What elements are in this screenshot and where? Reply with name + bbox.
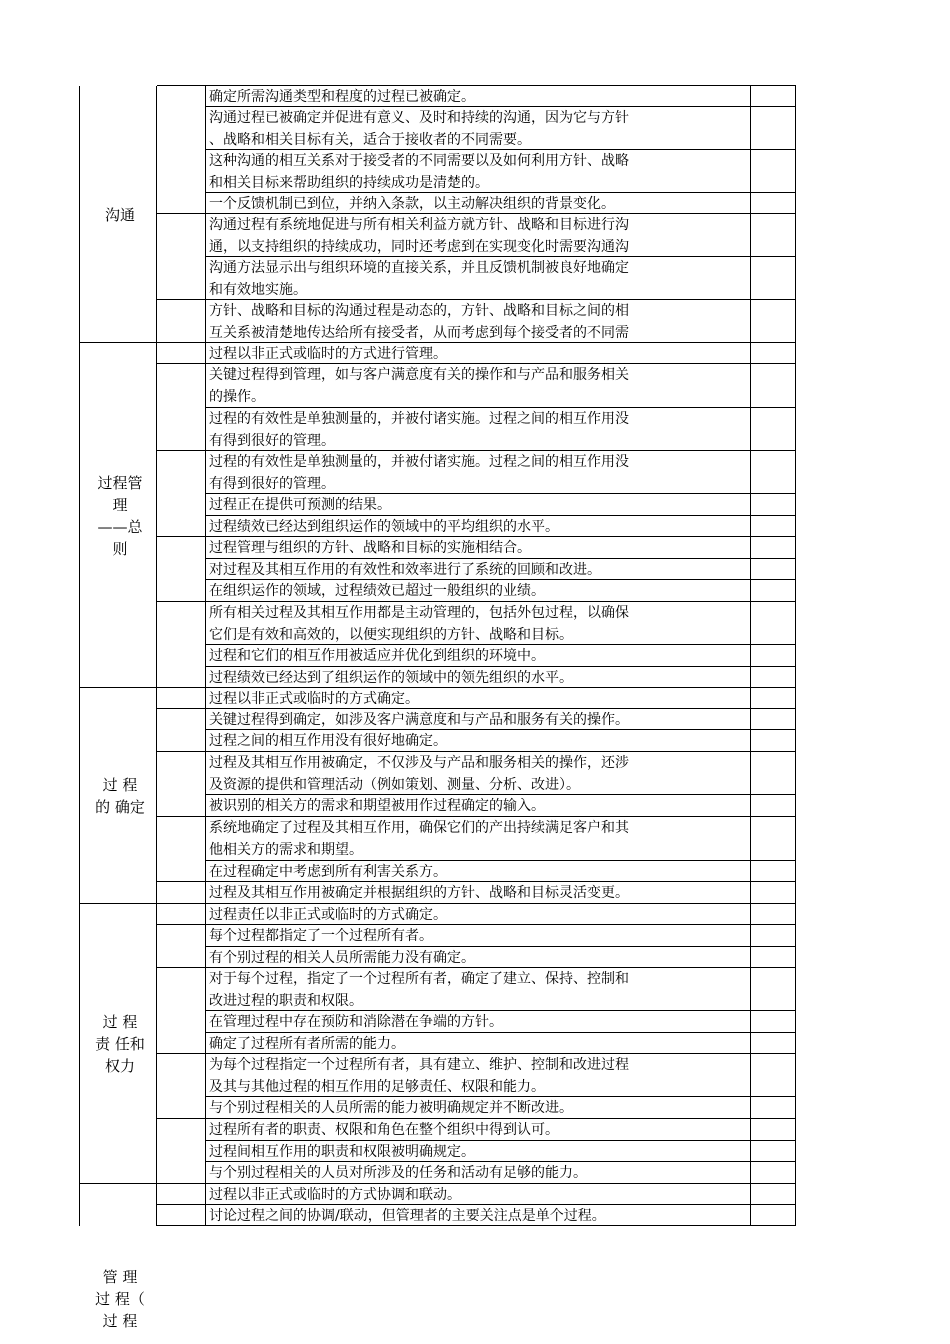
row-divider xyxy=(80,687,157,688)
criterion-text: 被识别的相关方的需求和期望被用作过程确定的输入。 xyxy=(209,798,545,814)
footer-category-label: 管 理 过 程（ 过 程 xyxy=(95,1268,145,1330)
outer-right-border xyxy=(795,86,796,1226)
criterion-text: 沟通方法显示出与组织环境的直接关系，并且反馈机制被良好地确定 和有效地实施。 xyxy=(209,260,629,298)
criterion-text: 所有相关过程及其相互作用都是主动管理的，包括外包过程，以确保 它们是有效和高效的，以便实现组织的方针、战略和目标。 xyxy=(209,605,629,643)
row-divider xyxy=(80,342,157,343)
criterion-text: 过程的有效性是单独测量的，并被付诸实施。过程之间的相互作用没 有得到很好的管理。 xyxy=(209,411,629,449)
criterion-text: 过程及其相互作用被确定，不仅涉及与产品和服务相关的操作，还涉 及资源的提供和管理活动（例如策划、测量、分析、改进）。 xyxy=(209,755,629,793)
row-divider xyxy=(157,536,206,537)
row-divider xyxy=(157,687,206,688)
row-divider xyxy=(157,450,206,451)
outer-left-border xyxy=(79,86,80,1226)
criterion-text: 沟通过程有系统地促进与所有相关利益方就方针、战略和目标进行沟 通，以支持组织的持续成功，同时还考虑到在实现变化时需要沟通沟 xyxy=(209,217,629,255)
row-divider xyxy=(157,1183,206,1184)
row-divider xyxy=(157,1118,206,1119)
criterion-text: 确定了过程所有者所需的能力。 xyxy=(209,1036,405,1052)
criterion-text: 关键过程得到管理，如与客户满意度有关的操作和与产品和服务相关 的操作。 xyxy=(209,367,629,405)
criterion-text: 过程所有者的职责、权限和角色在整个组织中得到认可。 xyxy=(209,1122,559,1138)
criterion-text: 沟通过程已被确定并促进有意义、及时和持续的沟通，因为它与方针 、战略和相关目标有关，适合于接收者的不同需要。 xyxy=(209,110,629,148)
row-divider xyxy=(157,751,206,752)
category-column-border xyxy=(156,86,157,1226)
row-divider xyxy=(80,903,157,904)
criterion-text: 过程和它们的相互作用被适应并优化到组织的环境中。 xyxy=(209,648,545,664)
criterion-text: 过程责任以非正式或临时的方式确定。 xyxy=(209,907,447,923)
row-divider xyxy=(157,1053,206,1054)
row-divider xyxy=(157,1204,206,1205)
row-divider xyxy=(157,903,206,904)
row-divider xyxy=(157,213,206,214)
criterion-text: 过程以非正式或临时的方式协调和联动。 xyxy=(209,1187,461,1203)
criterion-text: 对过程及其相互作用的有效性和效率进行了系统的回顾和改进。 xyxy=(209,562,601,578)
criterion-text: 过程绩效已经达到组织运作的领域中的平均组织的水平。 xyxy=(209,519,559,535)
row-divider xyxy=(157,967,206,968)
criterion-text: 确定所需沟通类型和程度的过程已被确定。 xyxy=(209,89,475,105)
criterion-text: 过程绩效已经达到了组织运作的领域中的领先组织的水平。 xyxy=(209,670,573,686)
row-divider xyxy=(157,299,206,300)
category-label: 过 程 责 任和 权力 xyxy=(95,1013,145,1075)
criterion-text: 过程以非正式或临时的方式进行管理。 xyxy=(209,346,447,362)
row-divider xyxy=(157,601,206,602)
criterion-text: 过程的有效性是单独测量的，并被付诸实施。过程之间的相互作用没 有得到很好的管理。 xyxy=(209,454,629,492)
row-divider xyxy=(206,1225,796,1226)
row-divider xyxy=(157,1225,206,1226)
criterion-text: 系统地确定了过程及其相互作用，确保它们的产出持续满足客户和其 他相关方的需求和期望。 xyxy=(209,820,629,858)
criterion-text: 有个别过程的相关人员所需能力没有确定。 xyxy=(209,950,475,966)
criterion-text: 在管理过程中存在预防和消除潜在争端的方针。 xyxy=(209,1014,503,1030)
row-divider xyxy=(157,881,206,882)
criterion-text: 过程及其相互作用被确定并根据组织的方针、战略和目标灵活变更。 xyxy=(209,885,629,901)
check-column-border xyxy=(750,86,751,1226)
criterion-text: 过程之间的相互作用没有很好地确定。 xyxy=(209,733,447,749)
criterion-text: 讨论过程之间的协调/联动，但管理者的主要关注点是单个过程。 xyxy=(209,1208,606,1224)
criterion-text: 为每个过程指定一个过程所有者，具有建立、维护、控制和改进过程 及其与其他过程的相互作用的足够责任、权限和能力。 xyxy=(209,1057,629,1095)
criterion-text: 在过程确定中考虑到所有利害关系方。 xyxy=(209,864,447,880)
category-label: 过程管 理 ——总 则 xyxy=(97,473,143,558)
row-divider xyxy=(157,816,206,817)
row-divider xyxy=(80,1183,157,1184)
criterion-text: 过程以非正式或临时的方式确定。 xyxy=(209,691,419,707)
row-divider xyxy=(157,363,206,364)
text-column-border xyxy=(205,86,206,1226)
criterion-text: 过程间相互作用的职责和权限被明确规定。 xyxy=(209,1144,475,1160)
criterion-text: 每个过程都指定了一个过程所有者。 xyxy=(209,928,433,944)
row-divider xyxy=(157,708,206,709)
criterion-text: 对于每个过程，指定了一个过程所有者，确定了建立、保持、控制和 改进过程的职责和权限。 xyxy=(209,971,629,1009)
criterion-text: 一个反馈机制已到位，并纳入条款，以主动解决组织的背景变化。 xyxy=(209,196,615,212)
criterion-text: 与个别过程相关的人员对所涉及的任务和活动有足够的能力。 xyxy=(209,1165,587,1181)
row-divider xyxy=(157,342,206,343)
category-label: 过 程 的 确定 xyxy=(95,776,145,816)
criterion-text: 与个别过程相关的人员所需的能力被明确规定并不断改进。 xyxy=(209,1100,573,1116)
criterion-text: 在组织运作的领域，过程绩效已超过一般组织的业绩。 xyxy=(209,583,545,599)
category-label: 沟通 xyxy=(104,205,135,224)
criterion-text: 关键过程得到确定，如涉及客户满意度和与产品和服务有关的操作。 xyxy=(209,712,629,728)
criterion-text: 方针、战略和目标的沟通过程是动态的，方针、战略和目标之间的相 互关系被清楚地传达给所有接受者，从而考虑到每个接受者的不同需 xyxy=(209,303,629,341)
criterion-text: 这种沟通的相互关系对于接受者的不同需要以及如何利用方针、战略 和相关目标来帮助组织的持续成功是清楚的。 xyxy=(209,153,629,191)
criterion-text: 过程正在提供可预测的结果。 xyxy=(209,497,391,513)
criterion-text: 过程管理与组织的方针、战略和目标的实施相结合。 xyxy=(209,540,531,556)
row-divider xyxy=(157,924,206,925)
